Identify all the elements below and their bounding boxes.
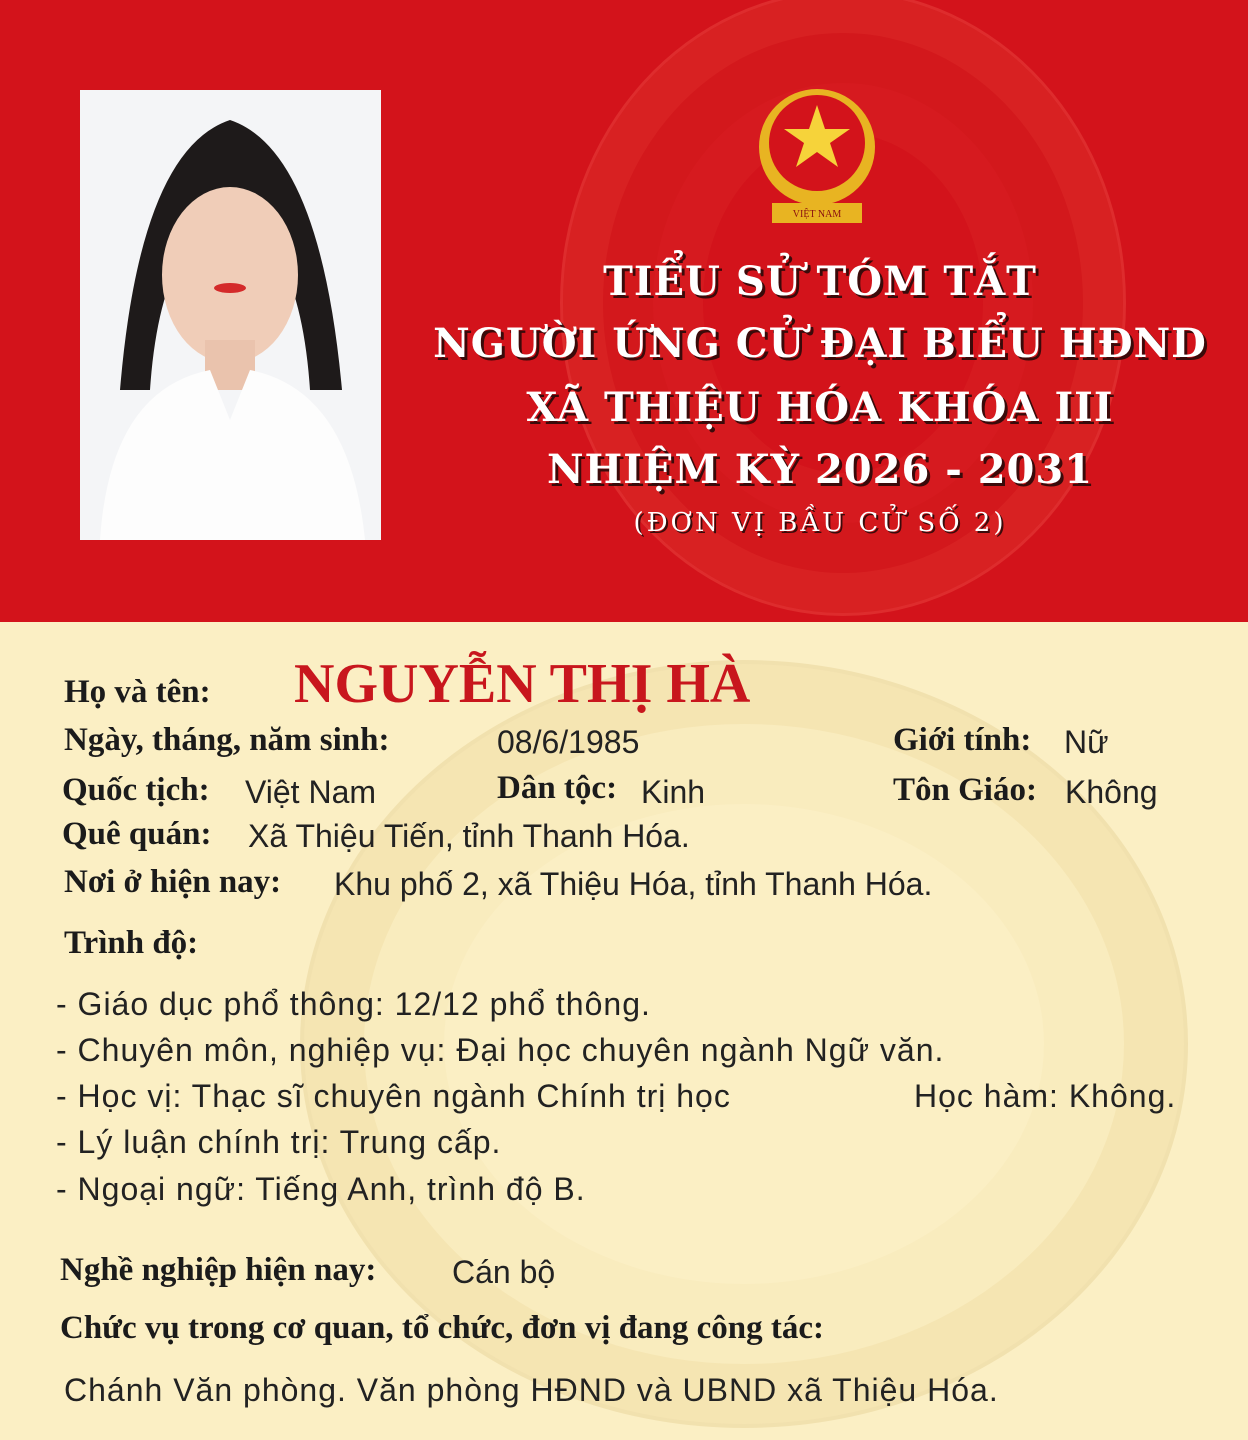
education-item: - Học vị: Thạc sĩ chuyên ngành Chính trị học	[56, 1078, 731, 1114]
nationality-value: Việt Nam	[245, 774, 377, 810]
occupation-label: Nghề nghiệp hiện nay:	[60, 1252, 377, 1288]
education-item: - Ngoại ngữ: Tiếng Anh, trình độ B.	[56, 1171, 586, 1207]
name-label: Họ và tên:	[64, 674, 211, 710]
academic-title: Học hàm: Không.	[914, 1078, 1177, 1114]
education-item: - Lý luận chính trị: Trung cấp.	[56, 1124, 502, 1160]
title-line-2: NGƯỜI ỨNG CỬ ĐẠI BIỂU HĐND	[433, 320, 1207, 367]
education-label: Trình độ:	[64, 925, 199, 961]
position-label: Chức vụ trong cơ quan, tổ chức, đơn vị đang công tác:	[60, 1310, 825, 1346]
dob-value: 08/6/1985	[497, 724, 640, 760]
title-line-1: TIỂU SỬ TÓM TẮT	[603, 258, 1037, 305]
nationality-label: Quốc tịch:	[62, 772, 210, 808]
religion-label: Tôn Giáo:	[893, 772, 1037, 808]
occupation-value: Cán bộ	[452, 1254, 556, 1290]
dob-label: Ngày, tháng, năm sinh:	[64, 722, 390, 758]
ethnicity-label: Dân tộc:	[497, 770, 618, 806]
gender-value: Nữ	[1064, 724, 1109, 760]
subtitle: (ĐƠN VỊ BẦU CỬ SỐ 2)	[633, 508, 1007, 538]
hometown-label: Quê quán:	[62, 816, 212, 852]
education-item: - Giáo dục phổ thông: 12/12 phổ thông.	[56, 986, 651, 1022]
gender-label: Giới tính:	[893, 722, 1032, 758]
candidate-name: NGUYỄN THỊ HÀ	[294, 653, 751, 715]
emblem-text: VIỆT NAM	[792, 209, 842, 220]
title-line-3: XÃ THIỆU HÓA KHÓA III	[526, 384, 1114, 431]
education-item: - Chuyên môn, nghiệp vụ: Đại học chuyên ngành Ngữ văn.	[56, 1032, 945, 1068]
header-banner	[0, 0, 1248, 622]
title-line-4: NHIỆM KỲ 2026 - 2031	[546, 446, 1094, 493]
religion-value: Không	[1065, 774, 1158, 810]
candidate-photo	[80, 90, 381, 540]
ethnicity-value: Kinh	[641, 774, 706, 810]
residence-value: Khu phố 2, xã Thiệu Hóa, tỉnh Thanh Hóa.	[334, 866, 933, 902]
position-value: Chánh Văn phòng. Văn phòng HĐND và UBND xã Thiệu Hóa.	[64, 1372, 999, 1408]
hometown-value: Xã Thiệu Tiến, tỉnh Thanh Hóa.	[248, 818, 690, 854]
residence-label: Nơi ở hiện nay:	[64, 864, 282, 900]
national-emblem	[742, 85, 892, 235]
